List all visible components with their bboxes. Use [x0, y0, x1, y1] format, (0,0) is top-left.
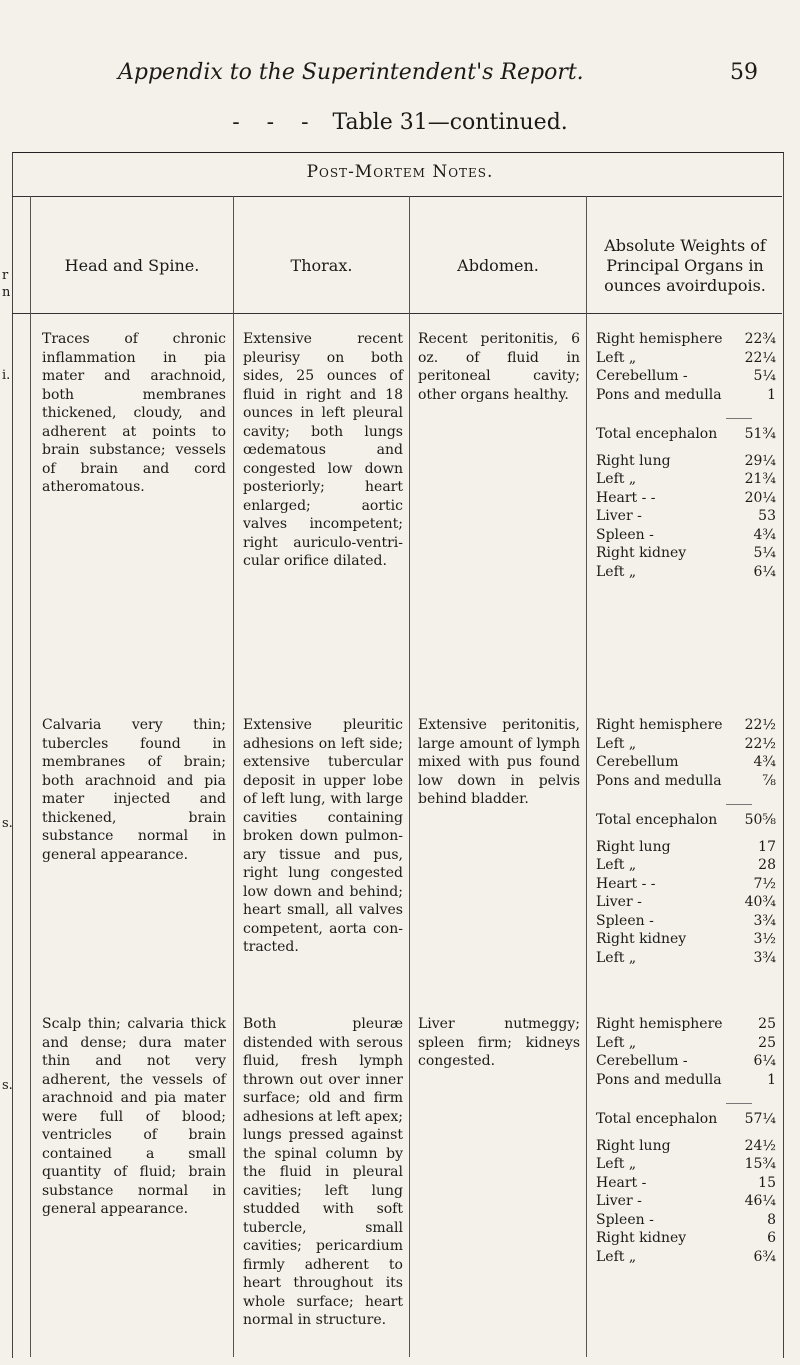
- table-title-dashes: - - -: [232, 110, 319, 135]
- margin-mark: r: [2, 268, 9, 283]
- column-divider: [233, 196, 234, 1357]
- total-row: Total encephalon 57¼: [596, 1111, 776, 1127]
- weight-row: Spleen - 4¾: [596, 526, 776, 543]
- entry-3-weights: [596, 1015, 776, 1266]
- weight-row: Right kidney 3½: [596, 931, 776, 947]
- margin-mark: i.: [2, 368, 11, 383]
- weight-row: Heart - 15: [596, 1174, 776, 1191]
- weight-row: Left „ 6¾: [596, 1248, 776, 1265]
- weight-row: Spleen - 8: [596, 1211, 776, 1228]
- margin-mark: n: [2, 285, 11, 300]
- weight-row: Left „ 22¼: [596, 349, 776, 366]
- weight-row: Left „ 6¼: [596, 563, 776, 580]
- weight-row: Right hemisphere 22¾: [596, 331, 776, 347]
- weight-row: Pons and medulla 1: [596, 386, 776, 403]
- column-divider: [409, 196, 410, 1357]
- column-header-head: Head and Spine.: [64, 256, 200, 275]
- column-divider: [586, 196, 587, 1357]
- entry-3-abdomen: Liver nutmeggy; spleen firm; kidneys congested.: [418, 1016, 580, 1069]
- column-header-thorax: Thorax.: [290, 256, 353, 275]
- weight-row: Right lung 24½: [596, 1137, 776, 1154]
- weight-row: Right kidney 6: [596, 1230, 776, 1246]
- weight-row: Heart - - 20¼: [596, 489, 776, 506]
- margin-mark: s.: [2, 816, 13, 831]
- weight-row: Pons and medulla 1: [596, 1071, 776, 1088]
- entry-2-abdomen: Extensive peritonitis, large amount of lymph mixed with pus found low down in pelvis behind bladder.: [418, 717, 580, 807]
- weight-row: Liver - 46¼: [596, 1193, 776, 1209]
- sum-rule: [726, 408, 752, 419]
- header-rule: [12, 313, 782, 314]
- entry-1-head: Traces of chronic inflammation in pia mater and arachnoid, both membranes thickened, cloudy, and adherent at points to brain substance; vessels of brain and cord atheromatous.: [42, 331, 226, 495]
- entry-3-thorax: Both pleuræ distended with serous fluid, fresh lymph thrown out over inner surface; old and firm adhesions at left apex; lungs pressed against the spinal column by the fluid in pleural cavities; left lung studded with soft tubercle, small cavities; pericardium firmly adherent to heart throughout its whole surface; heart normal in structure.: [243, 1016, 404, 1328]
- entry-1-thorax: Extensive recent pleurisy on both sides, 25 ounces of fluid in right and 18 ounces in left pleural cavity; both lungs œdematous and congested low down posteriorly; heart enlarged; aortic valves incompetent; right auriculo-ventricular orifice dilated.: [243, 331, 403, 569]
- weight-row: Left „ 15¾: [596, 1156, 776, 1172]
- sum-rule: [726, 1093, 752, 1104]
- running-head-title: Appendix to the Superintendent's Report.: [118, 60, 584, 85]
- total-row: Total encephalon 50⅝: [596, 812, 776, 828]
- table-title: [0, 110, 800, 135]
- weight-row: Right hemisphere 22½: [596, 717, 776, 733]
- weight-row: Pons and medulla ⅞: [596, 772, 776, 789]
- section-title: Post-Mortem Notes.: [306, 162, 494, 182]
- weight-row: Cerebellum - 5¼: [596, 368, 776, 384]
- running-head: [118, 60, 758, 85]
- table-title-text: Table 31—continued.: [332, 110, 568, 135]
- entry-1-weights: [596, 330, 776, 581]
- weight-row: Right lung 29¼: [596, 452, 776, 469]
- column-header-abdomen: Abdomen.: [457, 256, 539, 275]
- margin-mark: s.: [2, 1078, 13, 1093]
- page-number: 59: [730, 60, 758, 85]
- weight-row: Cerebellum 4¾: [596, 754, 776, 770]
- weight-row: Heart - - 7½: [596, 875, 776, 892]
- weight-row: Spleen - 3¾: [596, 912, 776, 929]
- sum-rule: [726, 794, 752, 805]
- weight-row: Right kidney 5¼: [596, 545, 776, 561]
- weight-row: Cerebellum - 6¼: [596, 1053, 776, 1069]
- column-divider: [30, 196, 31, 1357]
- weight-row: Left „ 28: [596, 857, 776, 873]
- section-rule: [12, 196, 782, 197]
- weight-row: Right lung 17: [596, 838, 776, 855]
- weight-row: Left „ 22½: [596, 735, 776, 752]
- weight-row: Left „ 25: [596, 1034, 776, 1051]
- column-header-weights: Absolute Weights of Principal Organs in ounces avoirdupois.: [604, 236, 766, 295]
- total-row: Total encephalon 51¾: [596, 426, 776, 442]
- entry-2-weights: [596, 716, 776, 967]
- entry-2-thorax: Extensive pleuritic adhesions on left side; extensive tubercular deposit in upper lobe of left lung, with large cavities containing broken down pulmonary tissue and pus, right lung congested low down and behind; heart small, all valves competent, aorta contracted.: [243, 717, 403, 955]
- entry-2-head: Calvaria very thin; tubercles found in membranes of brain; both arachnoid and pia mater injected and thickened, brain substance normal in general appearance.: [42, 717, 226, 863]
- weight-row: Liver - 40¾: [596, 894, 776, 910]
- weight-row: Right hemisphere 25: [596, 1016, 776, 1032]
- entry-1-abdomen: Recent peritonitis, 6 oz. of fluid in peritoneal cavity; other organs healthy.: [418, 331, 580, 403]
- weight-row: Left „ 21¾: [596, 471, 776, 487]
- entry-3-head: Scalp thin; calvaria thick and dense; dura mater thin and not very adherent, the vessels of arachnoid and pia mater were full of blood; ventricles of brain contained a small quantity of fluid; brain substance normal in general appearance.: [42, 1016, 226, 1217]
- weight-row: Liver - 53: [596, 508, 776, 524]
- weight-row: Left „ 3¾: [596, 949, 776, 966]
